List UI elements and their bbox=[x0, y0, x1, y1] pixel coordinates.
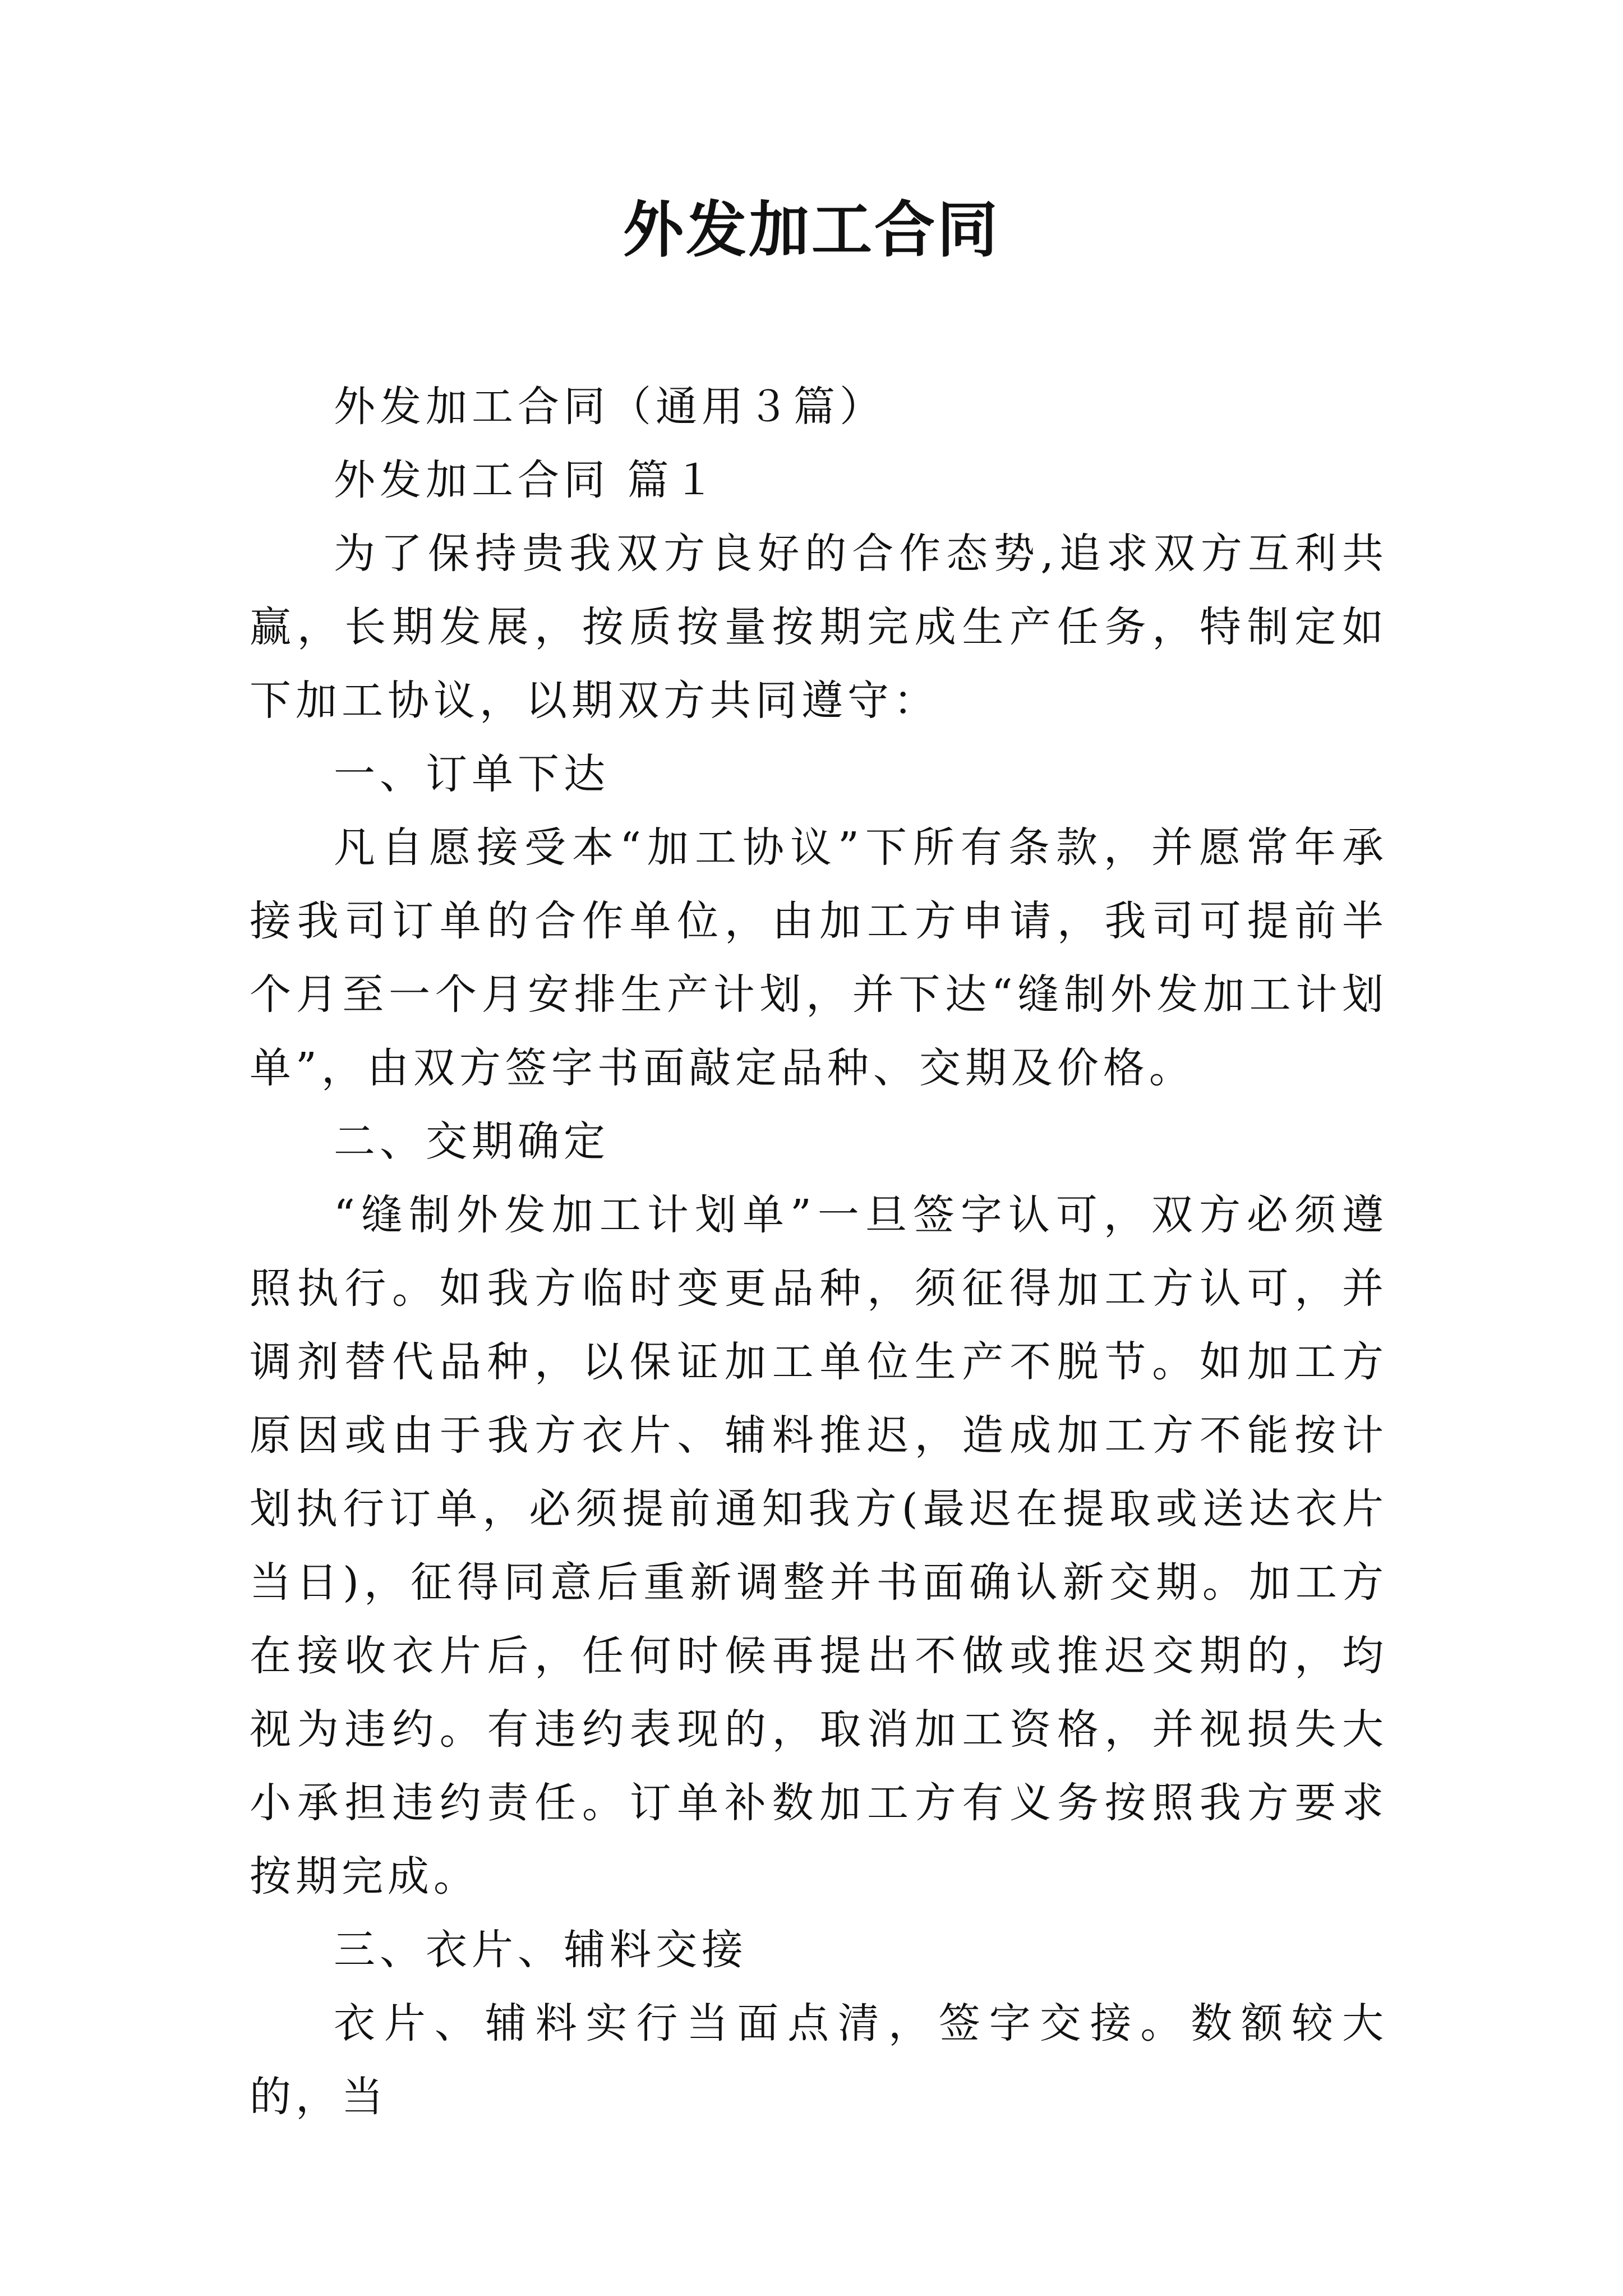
clause-heading: 三、衣片、辅料交接 bbox=[334, 1926, 748, 1974]
body-paragraph: “缝制外发加工计划单”一旦签字认可，双方必须遵照执行。如我方临时变更品种，须征得加工方认可，并调剂替代品种，以保证加工单位生产不脱节。如加工方原因或由于我方衣片、辅料推迟，造成加工方不能按计划执行订单，必须提前通知我方(最迟在提取或送达衣片当日)，征得同意后重新调整并书面确认新交期。加工方在接收衣片后，任何时候再提出不做或推迟交期的，均视为违约。有违约表现的，取消加工资格，并视损失大小承担违约责任。订单补数加工方有义务按照我方要求按期完成。 bbox=[250, 1191, 1388, 1901]
clause-heading: 一、订单下达 bbox=[334, 750, 610, 798]
body-paragraph: 衣片、辅料实行当面点清，签字交接。数额较大的，当 bbox=[250, 1999, 1388, 2121]
document-title: 外发加工合同 bbox=[623, 195, 1000, 265]
document-body bbox=[250, 370, 1388, 2134]
body-paragraph: 凡自愿接受本“加工协议”下所有条款，并愿常年承接我司订单的合作单位，由加工方申请，我司可提前半个月至一个月安排生产计划，并下达“缝制外发加工计划单”，由双方签字书面敲定品种、交期及价格。 bbox=[250, 823, 1388, 1092]
clause-heading: 二、交期确定 bbox=[334, 1117, 610, 1166]
section-heading: 外发加工合同 篇１ bbox=[334, 456, 720, 504]
subtitle-line: 外发加工合同（通用３篇） bbox=[334, 383, 886, 431]
body-paragraph: 为了保持贵我双方良好的合作态势,追求双方互利共赢，长期发展，按质按量按期完成生产任务，特制定如下加工协议，以期双方共同遵守： bbox=[250, 530, 1388, 725]
